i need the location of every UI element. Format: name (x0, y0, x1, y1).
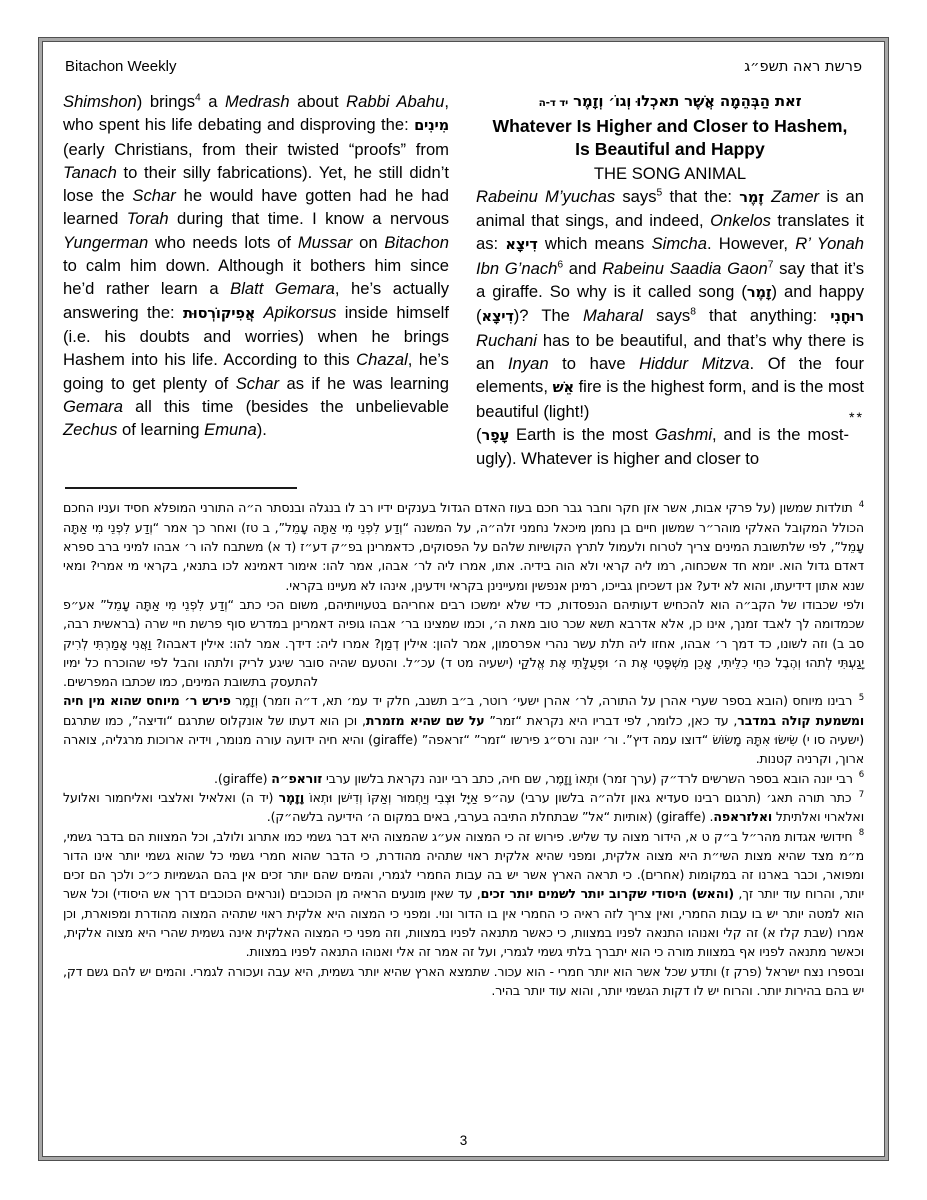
footnote-number: 4 (858, 500, 864, 511)
footnotes-section (63, 498, 864, 1000)
footnote-paragraph: $^7$ כתר תורה תאג׳ (תרגום רבינו סעדיא גאון זלה״ה בלשון ערבי) עה״פ אַיָּל וּצְבִי וְיַחְמוּר וְאַקּוֹ וְדִישׁן וּתְאוֹ וָזָמֶר (יד ה) ואלאיל ואלצבי ואליחמור ואלועל ואלארוי ואלתיתל ואלזראפה. (giraffe) (אותיות “אל” שבתחלת התיבה בערבי, באים במקום ה׳ הידיעה בלשה״ק). (63, 789, 864, 825)
section-title-line2: Is Beautiful and Happy (575, 139, 765, 160)
footnote-paragraph: $^6$ רבי יונה הובא בספר השרשים לרד״ק (ערך זמר) וּתְאוֹ וָזָמֶר, שם חיה, כתב רבי יונה נקראת בלשון ערבי זוראפ״ה (giraffe). (213, 770, 864, 786)
footnote-paragraph: $^4$ תולדות שמשון (על פרקי אבות, אשר אזן חקר וחבר גבר חכם בעוז האדם הגדול בענקים ידיו רב לו בנגלה ובנסתר ה״ה התורני המופלא חסיד ועניו החכם הכולל המקובל האלקי מוהר״ר שמשון חיים בן נחמן מיכאל נחמני זלה״ה, על המשנה “וְדַע לִפְנֵי מִי אַתָּה עָמֵל”, ב טז) ואחר כך אמר “וְדַע לִפְנֵי מִי אַתָּה עָמֵל”, לפי שלתשובת המינים צריך לטרוח ולעמול לתרץ הקושיות שלהם על הפסוקים, כדאמרינן בפ״ק דע״ז (ד א) משתבח להו ר׳ אבהו למיני ברב ספרא דאדם גדול הוא. יומא חד אשכחוה, רמו ליה קראי ולא הוה בידיה. אתו, אמרו ליה לר׳ אבהו, אמר להו: אימור דאמינא לכו בתנאי, בקראי מי אמרי? ומאי שנא אתון דידיעתו, והוא לא ידע? אנן דשכיחן גבייכו, רמינן אנפשין ומעיינינן בקראי וידעינן, אינהו לא מעיינו בקראי. (63, 500, 864, 593)
hebrew-term: זֶמֶר (739, 188, 764, 206)
hebrew-term: עָפָר (481, 426, 510, 444)
right-column-paragraph-2: (עָפָר Earth is the most Gashmi, and is the most-ugly). Whatever is higher and closer to (476, 424, 849, 469)
hebrew-term: רוּחָנִי (830, 308, 865, 326)
doc-title: Bitachon Weekly (65, 58, 177, 75)
page-frame (38, 37, 889, 1161)
hebrew-term: דִיצָא (505, 236, 538, 254)
hebrew-term: זָמֶר (746, 284, 772, 302)
footnote-reference: 5 (656, 187, 663, 199)
section-title-line1: Whatever Is Higher and Closer to Hashem, (492, 116, 848, 136)
footnote-separator (65, 487, 297, 489)
footnote-number: 6 (858, 770, 864, 781)
footnote-paragraph: ובספרו נצח ישראל (פרק ז) ותדע שכל אשר הוא יותר חמרי - הוא עכור. שתמצא הארץ שהיא יותר גשמית, היא עבה ועכורה לגמרי. והמים יש להם גשם דק, יש בהם בהירות יותר. והרוח יש לו דקות הגשמי יותר, והוא עוד יותר בהיר. (63, 963, 864, 998)
footnote-number: 5 (858, 693, 864, 704)
hebrew-term: אֵשׁ (552, 379, 574, 397)
footnote-paragraph: $^8$ חידושי אגדות מהר״ל ב״ק ט א, הידור מצוה עד שליש. פירוש זה כי המצוה אע״ג שהמצוה היא דבר גשמי כמו אתרוג ולולב, וכל המצוות הם בדבר גשמי, מ״מ מצד שהיא מצות השי״ת היא מצוה אלקית, ומפני שהיא אלקית ראוי שתהיה מהודרת, כי הדבר שהוא חמרי גשמי כל שהוא גשמי יותר אינו הדור ומפואר, וכבר בארנו זה במקומות (אחרים). כי תראה הארץ אשר יש בה עבות החמרי לגמרי, והמים שהם יותר זכים אין בהם הגשמיות כ״כ ולכך הם זכים יותר, והרוח עוד יותר זך, (והאש) היסודי שקרוב יותר לשמים יותר זכים, עד שאין מונעים הראיה מן הכוכבים (ונראים הכוכבים דרך אש היסודי) וכל אשר הוא למטה יותר יש בו עבות החמרי, ואין צריך לזה ראיה כי החמרי אין בו הדור ונוי. ומפני כי המצוה היא אלקית ראוי שתהיה המצוה מהודרת ומפוארת, וכן אמרו (שבת קלז א) זה קלי ואנוהו התנאה לפניו במצוות, כי כאשר מתנאה לפניו במצוות, וזה מפני כי המצוה האלקית אינה גשמית שהרי היא מצוה אלקית, וכאשר מתנאה לפניו אף במצוות מורה כי הוא יתברך בלתי גשמי לגמרי, ועל זה אמר זה אלי ואנוהו התנאה לפניו במצוות. (63, 828, 865, 960)
left-column (63, 90, 449, 470)
section-title (476, 115, 864, 162)
footnote-reference: 8 (690, 306, 696, 318)
pasuk-heading (476, 90, 864, 115)
page-header (65, 58, 862, 76)
body-columns (63, 90, 864, 470)
asterisk-marker: ** (849, 408, 864, 425)
footnote-number: 7 (858, 789, 864, 800)
right-column (476, 90, 864, 470)
page-frame-mid (39, 38, 888, 1160)
left-column-paragraph: Shimshon) brings$^4$ a Medrash about Rabbi Abahu, who spent his life debating and disproving the: מִינִים (early Christians, from their twisted “proofs” from Tanach to their silly fabrications). Yet, he still didn’t lose the Schar he would have gotten had he had learned Torah during that time. I know a nervous Yungerman who needs lots of Mussar on Bitachon to calm him down. Although it bothers him since he’d rather learn a Blatt Gemara, he’s actually answering the: אֲפִיקוֹרְסוּת Apikorsus inside himself (i.e. his doubts and worries) when he brings Hashem into his life. According to this Chazal, he’s going to get plenty of Schar as if he was learning Gemara all this time (besides the unbelievable Zechus of learning Emuna). (63, 92, 449, 440)
page-content (42, 41, 885, 1157)
pasuk-text: זאת הַבְּהֵמָה אֲשֶׁר תאכְלוּ וְגוֹ׳ וְזָמֶר (573, 92, 802, 110)
footnote-reference: 4 (195, 92, 201, 104)
hebrew-term: מִינִים (414, 117, 449, 135)
footnote-reference: 7 (767, 259, 774, 271)
right-column-paragraph-1: Rabeinu M’yuchas says$^5$ that the: זֶמֶר Zamer is an animal that sings, and indeed, Onkelos translates it as: דִיצָא which means Simcha. However, R’ Yonah Ibn G’nach$^6$ and Rabeinu Saadia Gaon$^7$ say that it’s a giraffe. So why is it called song (זָמֶר) and happy (דִיצָא)? The Maharal says$^8$ that anything: רוּחָנִי Ruchani has to be beautiful, and that’s why there is an Inyan to have Hiddur Mitzva. Of the four elements, אֵשׁ fire is the highest form, and is the most beautiful (light!) ** (476, 185, 864, 423)
pasuk-reference: יד ד-ה (538, 97, 569, 109)
footnote-number: 8 (858, 828, 865, 839)
footnote-paragraph: ולפי שכבודו של הקב״ה הוא להכחיש דעותיהם הנפסדות, כדי שלא ימשכו רבים אחריהם בטעויותיהם, משום הכי כתב “וְדַע לִפְנֵי מִי אַתָּה עָמֵל” אע״פ שכמדומה לך לאבד זמנך, אינו כן, אלא אדרבא תשא שכר טוב מאת ה׳, וכמו שמצינו בר׳ אבהו גופיה דאמרינן במדרש סוף פרשת חיי שרה (בראשית רבה, סב ב) וזה לשונו, כד דמך ר׳ אבהו, אחזו ליה תלת עשר נהרי אפרסמון, אמר להון: אילין דְמַן? אמרו ליה: דידך. אמר להו: אילין דאבהו? וַאֲנִי אָמַרְתִּי לְרִיק יָגַעְתִּי לְתהוּ וְהֶבֶל כּחִי כִלֵּיתִי, אָכֵן מִשְׁפָּטִי אֶת ה׳ וּפְעֻלָּתִי אֶת אֱלֹקַי (ישעיה מט ד) עכ״ל. והטעם שהיה סובר שיגע לריק ולתהו והבל לפי שהוכרח כל ימיו להתעסק בתשובת המינים, כמו שכתבו המפרשים. (63, 596, 864, 690)
section-subtitle: THE SONG ANIMAL (593, 163, 747, 183)
page-number: 3 (459, 1133, 468, 1148)
footnote-paragraph: $^5$ רבינו מיוחס (הובא בספר שערי אהרן על התורה, לר׳ אהרן ישעי׳ רוטר, ב״ב תשנב, חלק יד עמ׳ תא, ד״ה וזמר) וְזָמֶר פירש ר׳ מיוחס שהוא מין חיה ומשמעת קולה במדבר, עד כאן, כלומר, לפי דבריו היא נקראת “זמר” על שם שהיא מזמרת, וכן הוא דעתו של אונקלוס שתרגם “ודיצה”, כמו שתרגם (ישעיה סו י) שִׂישׂוּ אִתָּהּ מָשׂוֹשׂ “דוצו עמה דיץ”. ור׳ יונה ורס״ג פירשו “זמר” “זראפה” (giraffe) והיא חיה ידועה עורה מנומר, וידיה ארוכות מרגליה, צוארה ארוך, וקרניה קטנות. (63, 693, 864, 767)
parsha-title: פרשת ראה תשפ״ג (744, 59, 862, 75)
hebrew-term: אֲפִיקוֹרְסוּת (183, 304, 256, 322)
footnote-reference: 6 (557, 259, 564, 271)
hebrew-term: דִיצָא (481, 308, 514, 326)
